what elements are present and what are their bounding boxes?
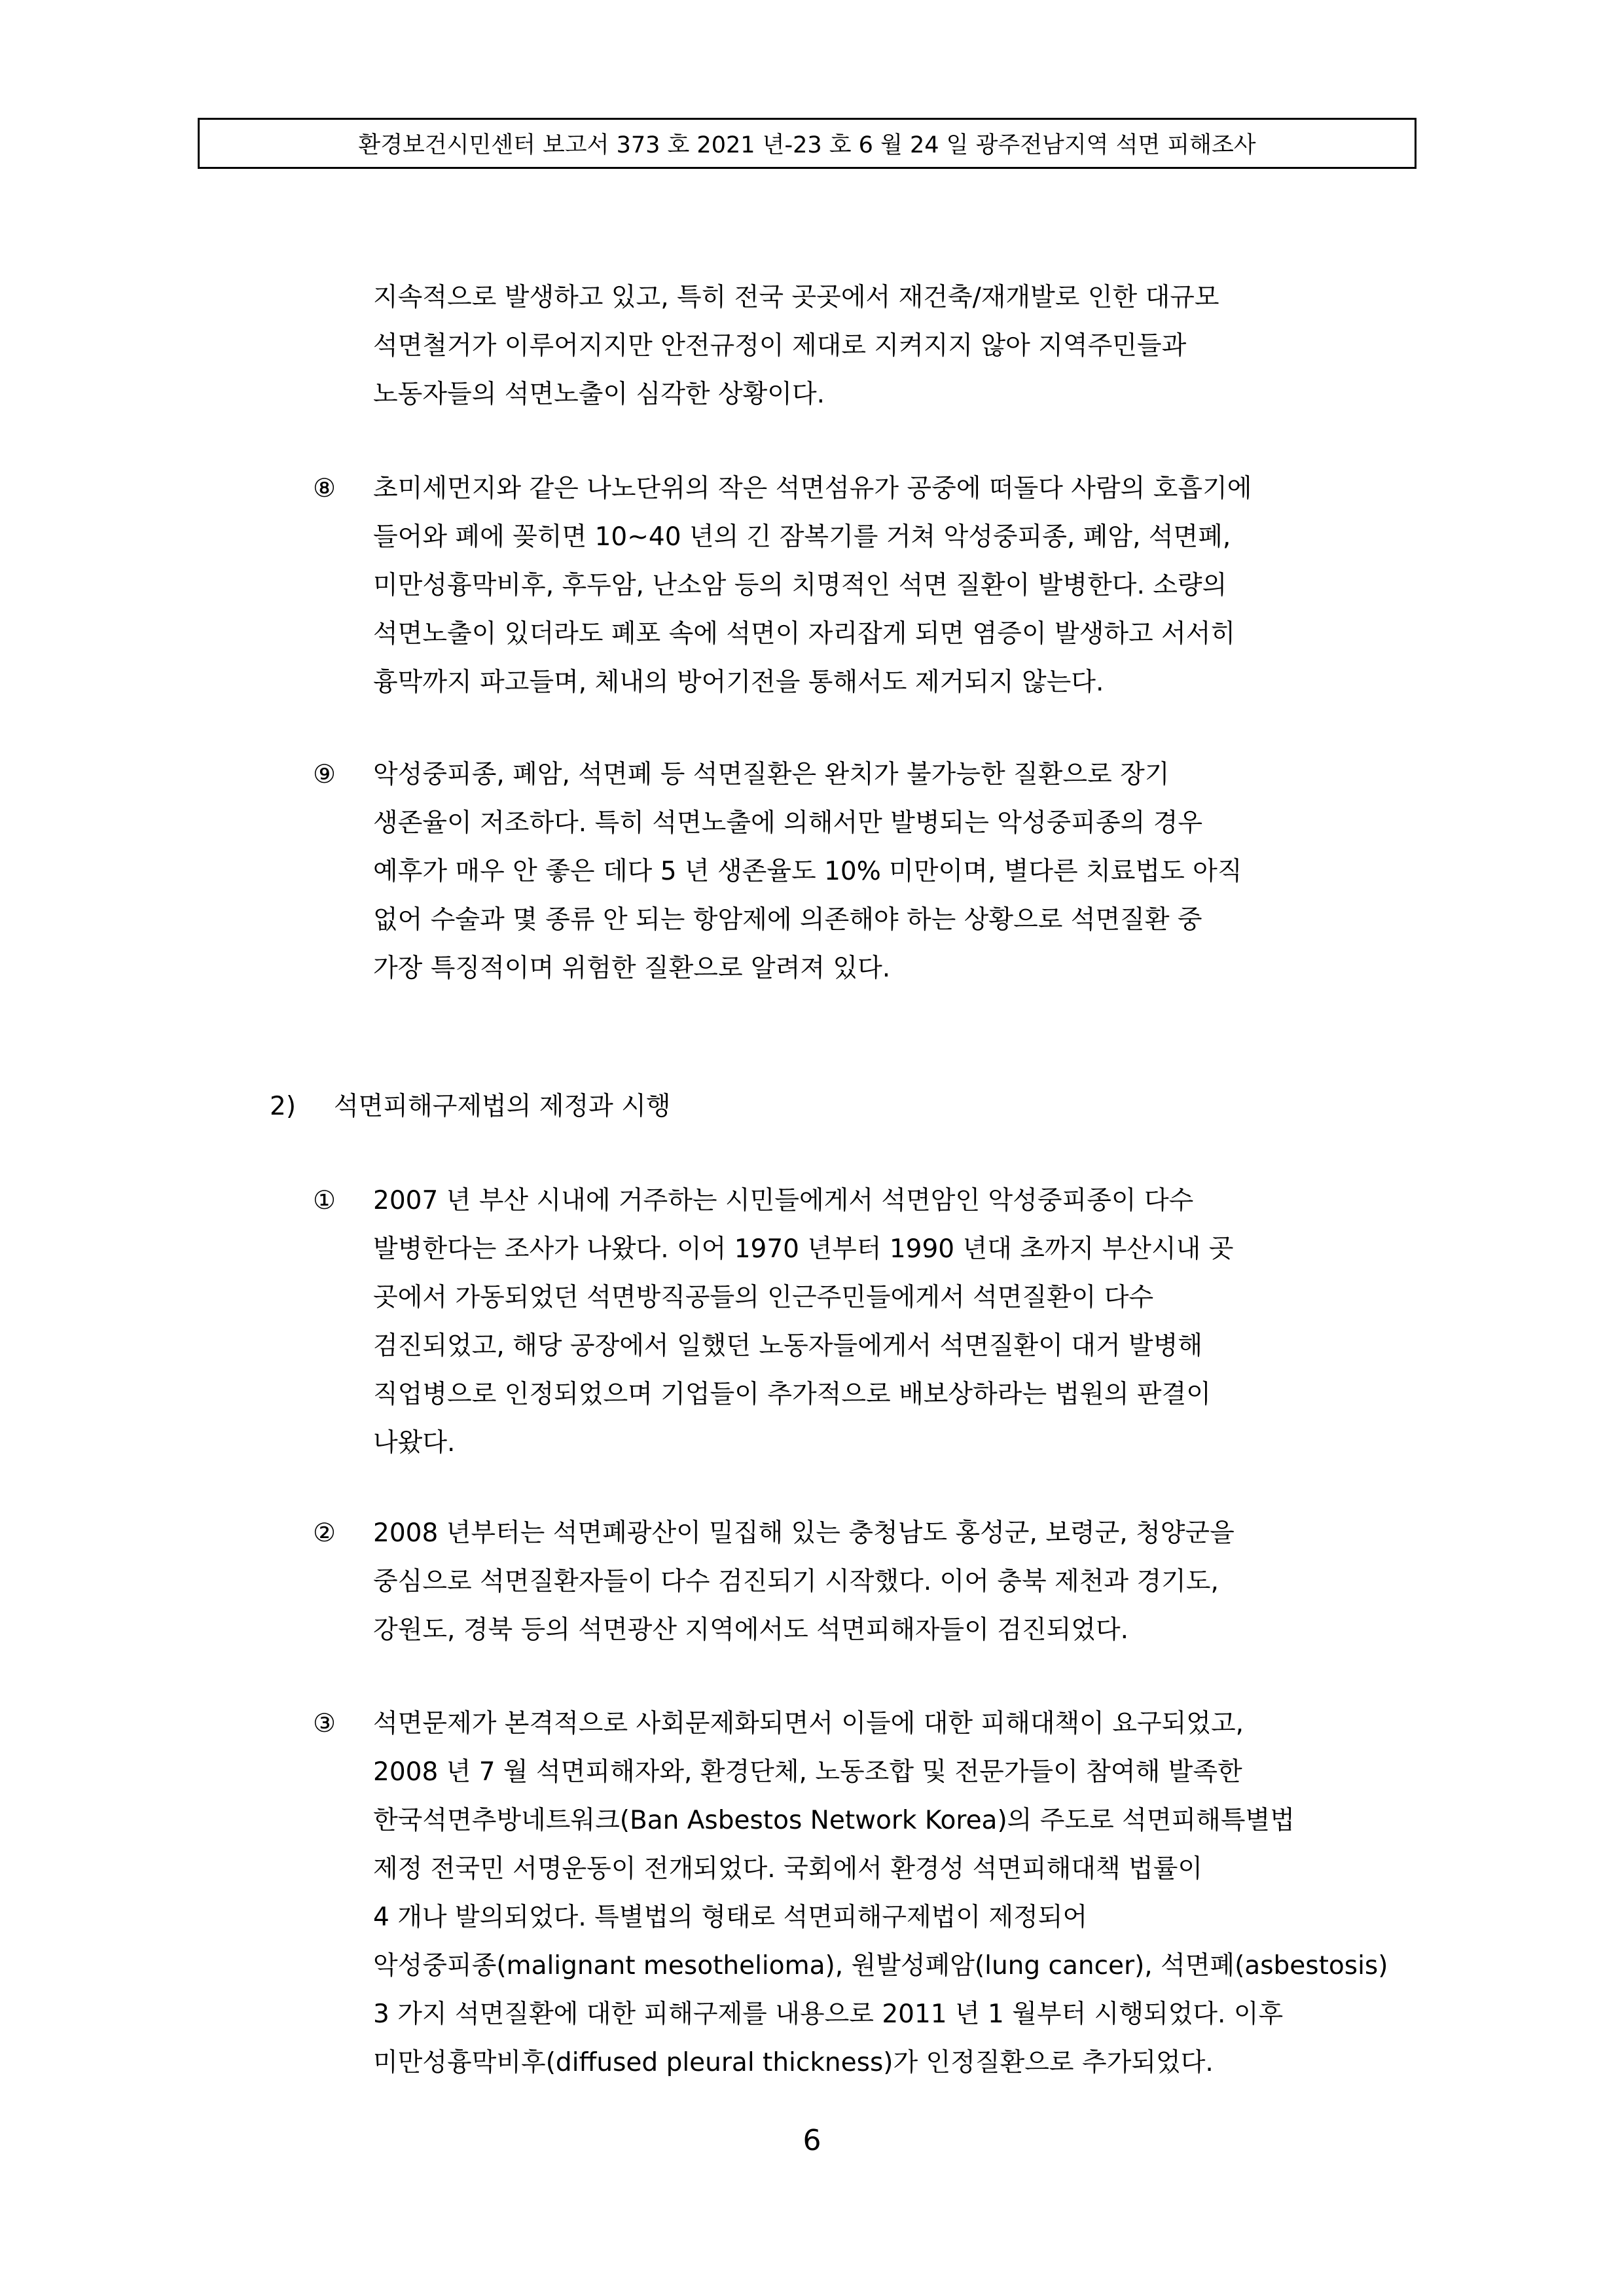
paragraph-line: 제정 전국민 서명운동이 전개되었다. 국회에서 환경성 석면피해대책 법률이	[373, 1854, 1203, 1884]
paragraph-line: 석면철거가 이루어지지만 안전규정이 제대로 지켜지지 않아 지역주민들과	[373, 331, 1187, 361]
paragraph-line: 곳에서 가동되었던 석면방직공들의 인근주민들에게서 석면질환이 다수	[373, 1283, 1154, 1312]
paragraph-line: 미만성흉막비후(diffused pleural thickness)가 인정질환으로 추가되었다.	[373, 2048, 1214, 2077]
section-number: 2)	[270, 1092, 297, 1121]
continuation-paragraph	[373, 274, 1219, 419]
paragraph-line: 중심으로 석면질환자들이 다수 검진되기 시작했다. 이어 충북 제천과 경기도,	[373, 1567, 1219, 1596]
item-3-paragraph	[373, 1700, 1388, 2087]
paragraph-line: 노동자들의 석면노출이 심각한 상황이다.	[373, 380, 825, 409]
paragraph-line: 흉막까지 파고들며, 체내의 방어기전을 통해서도 제거되지 않는다.	[373, 668, 1104, 697]
paragraph-line: 들어와 폐에 꽂히면 10~40 년의 긴 잠복기를 거쳐 악성중피종, 폐암, 석면폐,	[373, 522, 1231, 552]
item-3-marker: ③	[313, 1709, 336, 1738]
item-8-paragraph	[373, 465, 1252, 707]
paragraph-line: 악성중피종(malignant mesothelioma), 원발성폐암(lung cancer), 석면폐(asbestosis)	[373, 1951, 1388, 1981]
paragraph-line: 가장 특징적이며 위험한 질환으로 알려져 있다.	[373, 954, 891, 983]
paragraph-line: 예후가 매우 안 좋은 데다 5 년 생존율도 10% 미만이며, 별다른 치료법도 아직	[373, 857, 1242, 886]
paragraph-line: 없어 수술과 몇 종류 안 되는 항암제에 의존해야 하는 상황으로 석면질환 중	[373, 905, 1202, 935]
item-1-paragraph	[373, 1177, 1233, 1467]
page-number: 6	[803, 2124, 821, 2157]
report-header-text: 환경보건시민센터 보고서 373 호 2021 년-23 호 6 월 24 일 광주전남지역 석면 피해조사	[358, 132, 1256, 158]
section-title: 석면피해구제법의 제정과 시행	[334, 1092, 671, 1121]
paragraph-line: 한국석면추방네트워크(Ban Asbestos Network Korea)의 주도로 석면피해특별법	[373, 1806, 1295, 1835]
paragraph-line: 지속적으로 발생하고 있고, 특히 전국 곳곳에서 재건축/재개발로 인한 대규모	[373, 283, 1219, 312]
item-1-marker: ①	[313, 1186, 336, 1215]
paragraph-line: 2008 년부터는 석면폐광산이 밀집해 있는 충청남도 홍성군, 보령군, 청양군을	[373, 1518, 1235, 1548]
paragraph-line: 4 개나 발의되었다. 특별법의 형태로 석면피해구제법이 제정되어	[373, 1903, 1088, 1932]
paragraph-line: 검진되었고, 해당 공장에서 일했던 노동자들에게서 석면질환이 대거 발병해	[373, 1331, 1203, 1361]
paragraph-line: 석면문제가 본격적으로 사회문제화되면서 이들에 대한 피해대책이 요구되었고,	[373, 1709, 1244, 1738]
paragraph-line: 강원도, 경북 등의 석면광산 지역에서도 석면피해자들이 검진되었다.	[373, 1615, 1129, 1645]
item-2-marker: ②	[313, 1518, 336, 1548]
paragraph-line: 2008 년 7 월 석면피해자와, 환경단체, 노동조합 및 전문가들이 참여해 발족한	[373, 1757, 1242, 1787]
paragraph-line: 악성중피종, 폐암, 석면폐 등 석면질환은 완치가 불가능한 질환으로 장기	[373, 760, 1170, 789]
item-2-paragraph	[373, 1509, 1235, 1655]
paragraph-line: 직업병으로 인정되었으며 기업들이 추가적으로 배보상하라는 법원의 판결이	[373, 1380, 1211, 1409]
paragraph-line: 초미세먼지와 같은 나노단위의 작은 석면섬유가 공중에 떠돌다 사람의 호흡기에	[373, 474, 1252, 503]
paragraph-line: 미만성흉막비후, 후두암, 난소암 등의 치명적인 석면 질환이 발병한다. 소량의	[373, 571, 1227, 600]
paragraph-line: 2007 년 부산 시내에 거주하는 시민들에게서 석면암인 악성중피종이 다수	[373, 1186, 1194, 1215]
paragraph-line: 생존율이 저조하다. 특히 석면노출에 의해서만 발병되는 악성중피종의 경우	[373, 808, 1203, 838]
paragraph-line: 나왔다.	[373, 1428, 456, 1458]
paragraph-line: 3 가지 석면질환에 대한 피해구제를 내용으로 2011 년 1 월부터 시행되었다. 이후	[373, 2000, 1284, 2029]
item-8-marker: ⑧	[313, 474, 336, 503]
item-9-paragraph	[373, 751, 1242, 993]
paragraph-line: 발병한다는 조사가 나왔다. 이어 1970 년부터 1990 년대 초까지 부산시내 곳	[373, 1234, 1234, 1264]
paragraph-line: 석면노출이 있더라도 폐포 속에 석면이 자리잡게 되면 염증이 발생하고 서서히	[373, 619, 1236, 649]
report-header	[198, 118, 1416, 169]
item-9-marker: ⑨	[313, 760, 336, 789]
